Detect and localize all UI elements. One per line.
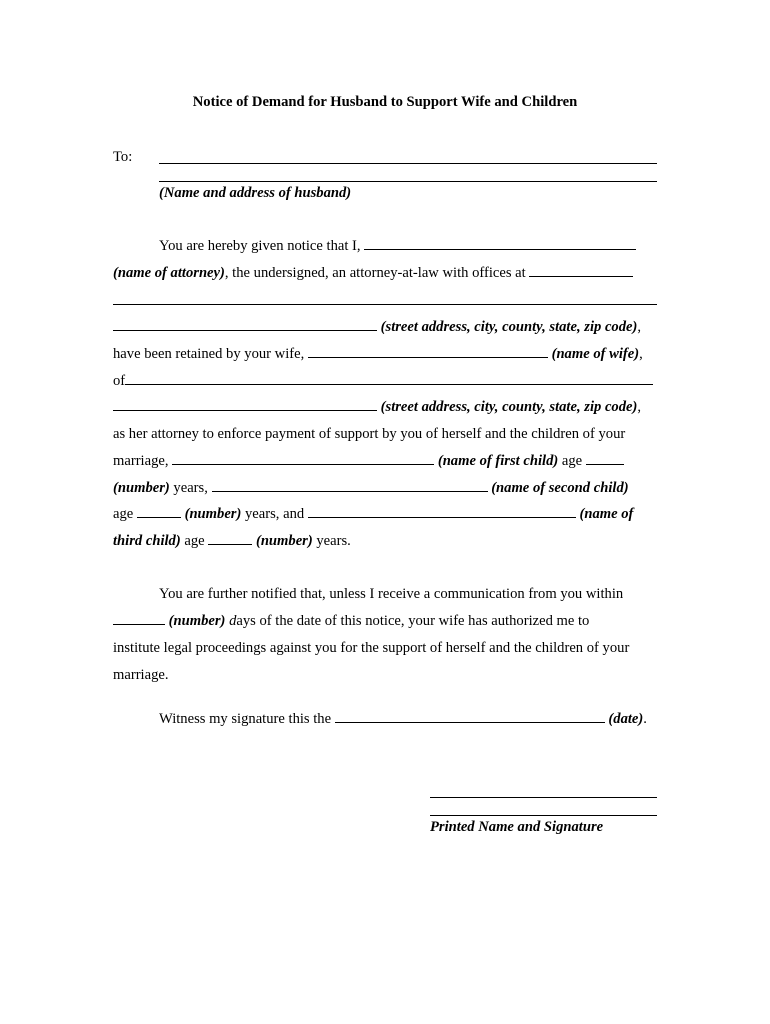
p2-line-1: You are further notified that, unless I receive a communication from you within [159, 586, 624, 602]
p1-line-1 [159, 237, 636, 255]
husband-line-2[interactable] [159, 181, 657, 182]
p1-line-10 [113, 479, 629, 497]
years-and-text: years, and [245, 506, 305, 522]
signature-label: Printed Name and Signature [430, 819, 604, 835]
days-text: ays of the date of this notice, your wife has authorized me to [236, 613, 590, 629]
husband-line-1[interactable] [159, 163, 657, 164]
street-label-2: (street address, city, county, state, zip code) [380, 399, 638, 415]
street-label-1: (street address, city, county, state, zip code) [380, 319, 638, 335]
attorney-label: (name of attorney) [113, 265, 225, 281]
p1-line-9 [113, 452, 624, 470]
first-child-blank[interactable] [172, 452, 434, 465]
husband-label: (Name and address of husband) [159, 185, 352, 201]
third-child-age-blank[interactable] [208, 532, 252, 545]
p1-line-8: as her attorney to enforce payment of support by you of herself and the children of your [113, 426, 626, 442]
second-child-age-blank[interactable] [137, 505, 181, 518]
p1-line-2 [113, 264, 633, 282]
document-title: Notice of Demand for Husband to Support Wife and Children [192, 94, 578, 110]
signature-line-2[interactable] [430, 815, 657, 816]
to-label: To: [113, 149, 133, 165]
p2-line-4: marriage. [113, 667, 169, 683]
p1-intro-text: You are hereby given notice that I, [159, 238, 361, 254]
offices-line[interactable] [113, 304, 657, 305]
p2-line-2 [113, 612, 589, 630]
days-number-blank[interactable] [113, 612, 165, 625]
p1-line-4 [113, 318, 641, 336]
signature-line-1[interactable] [430, 797, 657, 798]
p1-line-7 [113, 398, 641, 416]
second-child-label: (name of second child) [491, 480, 629, 496]
p3-line-1 [159, 710, 647, 728]
wife-name-blank[interactable] [308, 345, 548, 358]
third-child-blank[interactable] [308, 505, 576, 518]
first-child-age-blank[interactable] [586, 452, 624, 465]
offices-blank[interactable] [529, 264, 633, 277]
comma-1: , [637, 319, 642, 335]
p1-line-12 [113, 532, 351, 550]
wife-label: (name of wife) [551, 346, 640, 362]
marriage-text: marriage, [113, 453, 169, 469]
p1-line-6 [113, 372, 653, 390]
years-end-text: years. [316, 533, 351, 549]
number-label-1: (number) [113, 480, 170, 496]
p2-line-3: institute legal proceedings against you for the support of herself and the children of your [113, 640, 630, 656]
number-label-4: (number) [168, 613, 226, 629]
comma-2: , [639, 346, 643, 362]
of-text: of [113, 373, 126, 389]
number-label-3: (number) [255, 533, 313, 549]
age-text-2: age [113, 506, 134, 522]
attorney-name-blank[interactable] [364, 237, 636, 250]
address-blank-2[interactable] [113, 398, 377, 411]
p1-line-5 [113, 345, 643, 363]
witness-text: Witness my signature this the [159, 711, 332, 727]
age-text-3: age [184, 533, 205, 549]
first-child-label: (name of first child) [437, 453, 559, 469]
date-blank[interactable] [335, 710, 605, 723]
p1-line-11 [113, 505, 633, 523]
years-text-1: years, [173, 480, 208, 496]
date-label: (date) [608, 711, 644, 727]
address-blank-1[interactable] [113, 318, 377, 331]
period-text: . [643, 711, 647, 727]
wife-address-blank[interactable] [125, 372, 653, 385]
comma-3: , [637, 399, 642, 415]
days-d-text: d [229, 613, 237, 629]
retained-text: have been retained by your wife, [113, 346, 305, 362]
third-child-label: third child) [113, 533, 181, 549]
number-label-2: (number) [184, 506, 242, 522]
name-of-label: (name of [579, 506, 634, 522]
p1-offices-text: , the undersigned, an attorney-at-law with offices at [224, 265, 526, 281]
second-child-blank[interactable] [212, 479, 488, 492]
age-text-1: age [561, 453, 583, 469]
